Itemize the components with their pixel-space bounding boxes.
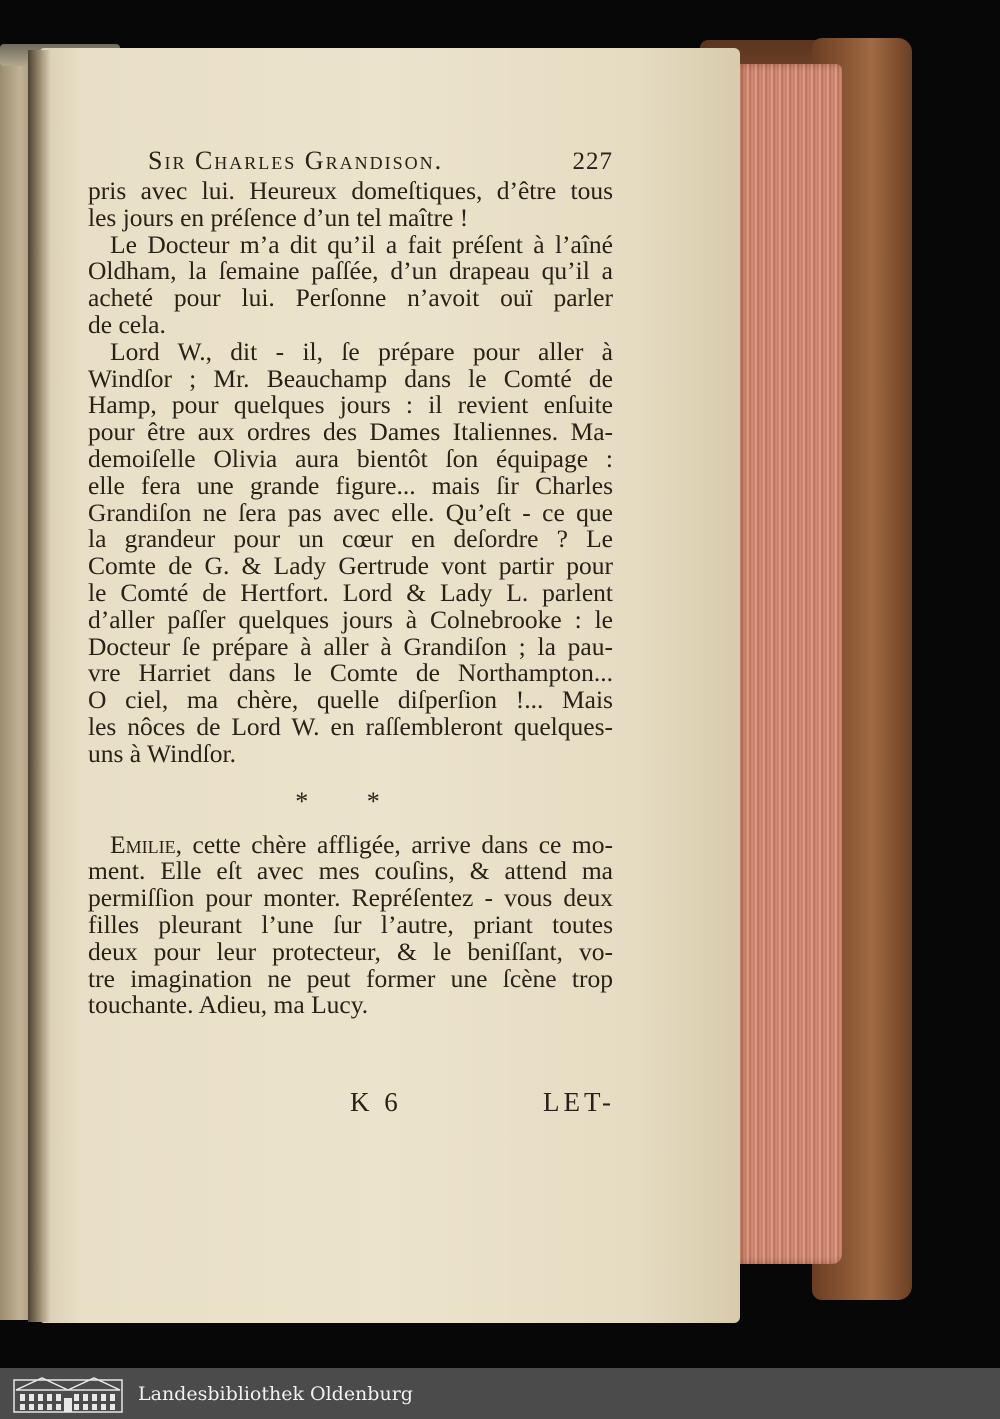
page-text: [88, 146, 613, 1019]
text-line: Le Docteur m’a dit qu’il a fait préſent à l’aîné: [110, 229, 613, 259]
signature-mark: K 6: [350, 1087, 402, 1117]
text-line: ment. Elle eſt avec mes couſins, & attend ma: [88, 856, 613, 886]
text-line: elle fera une grande figure... mais ſir Charles: [88, 470, 613, 500]
text-line: pris avec lui. Heureux domeſtiques, d’être tous: [88, 176, 613, 205]
emilie-small-caps: Emilie: [110, 829, 176, 859]
text-line: la grandeur pour un cœur en deſordre ? Le: [88, 524, 613, 554]
text-line: touchante. Adieu, ma Lucy.: [88, 990, 369, 1020]
running-title: Sir Charles Grandison.: [148, 146, 444, 175]
first-line-rest: , cette chère affligée, arrive dans ce mo-: [175, 829, 613, 859]
text-line: Oldham, la ſemaine paſſée, d’un drapeau qu’il a: [88, 256, 613, 286]
text-line: Hamp, pour quelques jours : il revient enſuite: [88, 390, 613, 420]
library-name: Landesbibliothek Oldenburg: [138, 1382, 413, 1405]
closing-paragraph: [88, 829, 613, 1020]
page-footer: [350, 1087, 615, 1118]
text-line: [88, 829, 613, 859]
paragraph-2: [88, 229, 613, 339]
catchword: LET-: [543, 1087, 615, 1117]
text-line: Lord W., dit - il, ſe prépare pour aller à: [110, 336, 613, 366]
paragraph-1: [88, 178, 613, 232]
text-line: Docteur ſe prépare à aller à Grandiſon ; la pau-: [88, 631, 613, 661]
text-line: deux pour leur protecteur, & le beniſſant, vo-: [88, 936, 613, 966]
text-line: permiſſion pour monter. Repréſentez - vous deux: [88, 883, 613, 913]
paragraph-3: [88, 336, 613, 768]
text-line: O ciel, ma chère, quelle diſperſion !... Mais: [88, 685, 613, 715]
text-line: Grandiſon ne ſera pas avec elle. Qu’eſt - ce que: [88, 497, 613, 527]
page-block-edges: [734, 64, 842, 1264]
text-line: les jours en préſence d’un tel maître !: [88, 202, 469, 232]
text-line: le Comté de Hertfort. Lord & Lady L. parlent: [88, 577, 613, 607]
text-line: acheté pour lui. Perſonne n’avoit ouï parler: [88, 283, 613, 313]
library-banner: [0, 1368, 1000, 1419]
text-line: Windſor ; Mr. Beauchamp dans le Comté de: [88, 363, 613, 393]
library-building-logo: [12, 1374, 124, 1414]
text-line: pour être aux ordres des Dames Italiennes. Ma-: [88, 417, 613, 447]
text-line: les nôces de Lord W. en raſſembleront quelques-: [88, 711, 613, 741]
text-line: vre Harriet dans le Comte de Northampton...: [88, 658, 613, 688]
text-line: uns à Windſor.: [88, 738, 236, 768]
text-line: d’aller paſſer quelques jours à Colnebrooke : le: [88, 604, 613, 634]
text-line: demoiſelle Olivia aura bientôt ſon équipage :: [88, 443, 613, 473]
text-line: filles pleurant l’une ſur l’autre, priant toutes: [88, 909, 613, 939]
running-head: [148, 146, 613, 176]
page-number: 227: [572, 148, 613, 175]
section-separator: * *: [295, 786, 406, 816]
text-line: Comte de G. & Lady Gertrude vont partir pour: [88, 551, 613, 581]
text-line: tre imagination ne peut former une ſcène trop: [88, 963, 613, 993]
text-line: de cela.: [88, 309, 166, 339]
spine-shadow: [28, 50, 50, 1322]
